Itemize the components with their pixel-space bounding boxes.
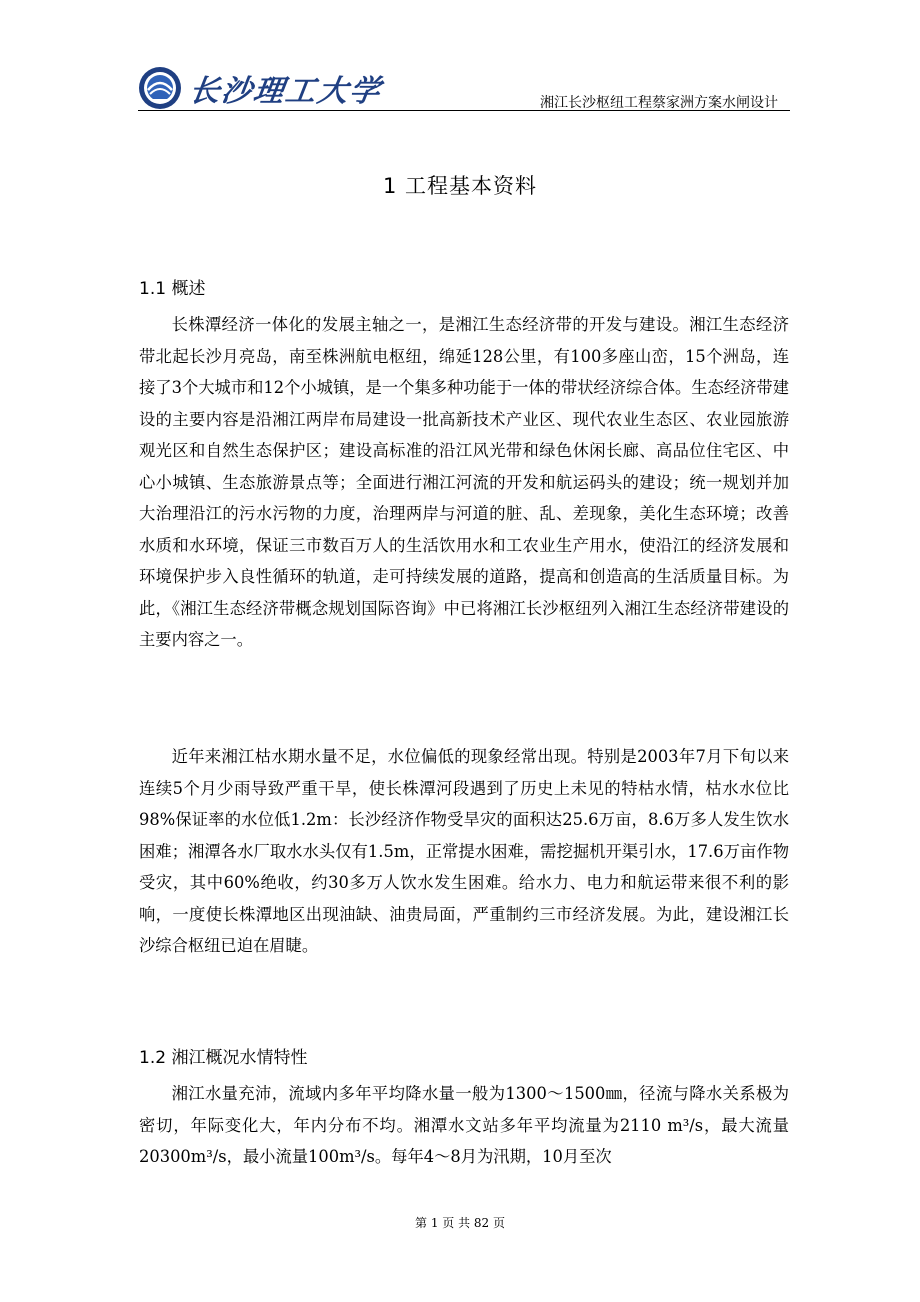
university-emblem-icon [138, 66, 182, 110]
chapter-title: 1 工程基本资料 [382, 174, 538, 198]
page-header [138, 62, 790, 114]
document-title: 湘江长沙枢纽工程蔡家洲方案水闸设计 [540, 95, 778, 111]
section-heading: 1.1 概述 [139, 279, 206, 299]
section-heading: 1.2 湘江概况水情特性 [139, 1048, 308, 1068]
paragraph: 长株潭经济一体化的发展主轴之一，是湘江生态经济带的开发与建设。湘江生态经济带北起长沙月亮岛，南至株洲航电枢纽，绵延128公里，有100多座山峦，15个洲岛，连接了3个大城市和12个小城镇，是一个集多种功能于一体的带状经济综合体。生态经济带建设的主要内容是沿湘江两岸布局建设一批高新技术产业区、现代农业生态区、农业园旅游观光区和自然生态保护区；建设高标准的沿江风光带和绿色休闲长廊、高品位住宅区、中心小城镇、生态旅游景点等；全面进行湘江河流的开发和航运码头的建设；统一规划并加大治理沿江的污水污物的力度，治理两岸与河道的脏、乱、差现象，美化生态环境；改善水质和水环境，保证三市数百万人的生活饮用水和工农业生产用水，使沿江的经济发展和环境保护步入良性循环的轨道，走可持续发展的道路，提高和创造高的生活质量目标。为此，《湘江生态经济带概念规划国际咨询》中已将湘江长沙枢纽列入湘江生态经济带建设的主要内容之一。 [139, 315, 789, 649]
header-divider [138, 110, 790, 111]
paragraph: 近年来湘江枯水期水量不足，水位偏低的现象经常出现。特别是2003年7月下旬以来连续5个月少雨导致严重干旱，使长株潭河段遇到了历史上未见的特枯水情，枯水水位比98%保证率的水位低1.2m：长沙经济作物受旱灾的面积达25.6万亩，8.6万多人发生饮水困难；湘潭各水厂取水水头仅有1.5m，正常提水困难，需挖掘机开渠引水，17.6万亩作物受灾，其中60%绝收，约30多万人饮水发生困难。给水力、电力和航运带来很不利的影响，一度使长株潭地区出现油缺、油贵局面，严重制约三市经济发展。为此，建设湘江长沙综合枢纽已迫在眉睫。 [139, 747, 789, 955]
paragraph: 湘江水量充沛，流域内多年平均降水量一般为1300～1500㎜，径流与降水关系极为密切，年际变化大，年内分布不均。湘潭水文站多年平均流量为2110 m³/s，最大流量20300m³/s，最小流量100m³/s。每年4～8月为汛期，10月至次 [139, 1084, 789, 1166]
page-footer: 第 1 页 共 82 页 [415, 1216, 505, 1230]
university-logo-text: 长沙理工大学 [187, 74, 384, 109]
